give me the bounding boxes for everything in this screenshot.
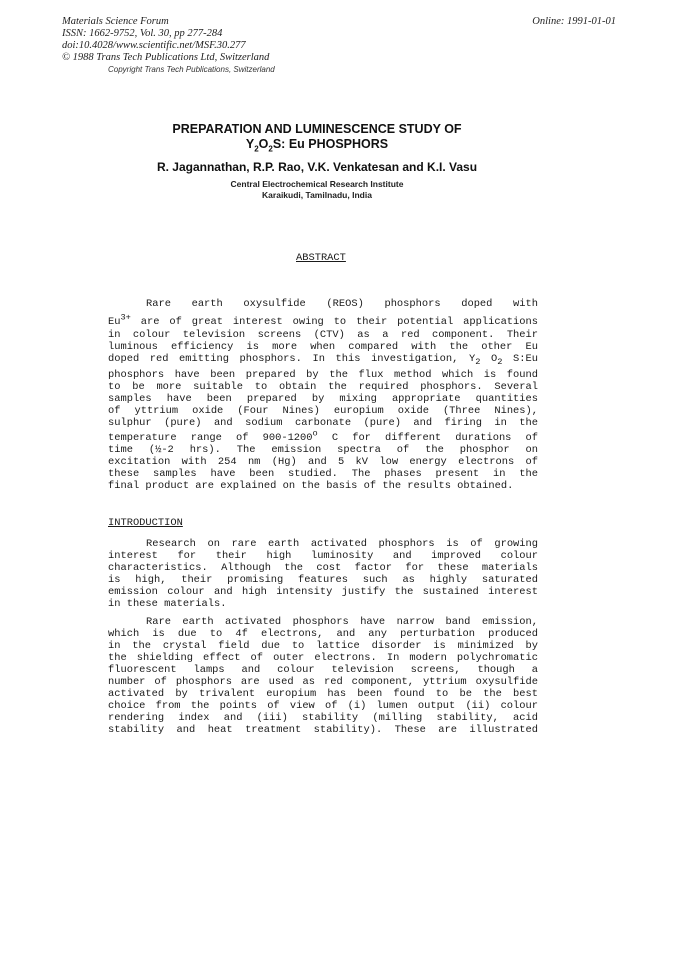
paper-title-line1: PREPARATION AND LUMINESCENCE STUDY OF: [172, 122, 462, 136]
issn-line: ISSN: 1662-9752, Vol. 30, pp 277-284: [62, 28, 223, 39]
intro-line: fluorescent lamps and colour television screens, though a: [108, 664, 538, 676]
authors: R. Jagannathan, R.P. Rao, V.K. Venkatesan and K.I. Vasu: [156, 160, 478, 174]
intro-line: stability and heat treatment stability). These are illustrated: [108, 724, 538, 736]
abstract-line: $Eu^{3+}$ are of great interest owing to their potential applications: [108, 312, 538, 328]
intro-line: activated by trivalent europium has been found to be the best: [108, 688, 538, 700]
abstract-line: excitation with 254 nm (Hg) and 5 kV low energy electrons of: [108, 456, 538, 468]
intro-line: which is due to 4f electrons, and any perturbation produced: [108, 628, 538, 640]
abstract-line: phosphors have been prepared by the flux method which is found: [108, 369, 538, 381]
intro-line: number of phosphors are used as red component, yttrium oxysulfide: [108, 676, 538, 688]
intro-line: in these materials.: [108, 598, 227, 610]
intro-line: choice from the points of view of (i) lumen output (ii) colour: [108, 700, 538, 712]
intro-line: characteristics. Although the cost factor for these materials: [108, 562, 538, 574]
copyright-line: © 1988 Trans Tech Publications Ltd, Switzerland: [62, 52, 270, 63]
abstract-line: Rare earth oxysulfide (REOS) phosphors doped with: [146, 298, 538, 310]
abstract-line: of yttrium oxide (Four Nines) europium oxide (Three Nines),: [108, 405, 538, 417]
abstract-line: samples have been prepared by mixing appropriate quantities: [108, 393, 538, 405]
abstract-line: doped red emitting phosphors. In this investigation, $Y_2$ $O_2$ S:Eu: [108, 353, 538, 368]
intro-line: Rare earth activated phosphors have narrow band emission,: [146, 616, 538, 628]
abstract-heading: ABSTRACT: [296, 252, 346, 264]
journal-name: Materials Science Forum: [62, 16, 169, 27]
introduction-heading: INTRODUCTION: [108, 517, 183, 529]
abstract-line: sulphur (pure) and sodium carbonate (pure) and firing in the: [108, 417, 538, 429]
affiliation-line1: Central Electrochemical Research Institute: [230, 179, 404, 189]
intro-line: interest for their high luminosity and improved colour: [108, 550, 538, 562]
online-date: Online: 1991-01-01: [532, 16, 616, 27]
intro-line: is high, their promising features such as highly saturated: [108, 574, 538, 586]
abstract-line: to be more suitable to obtain the required phosphors. Several: [108, 381, 538, 393]
intro-line: the shielding effect of outer electrons. In modern polychromatic: [108, 652, 538, 664]
intro-line: Research on rare earth activated phosphors is of growing: [146, 538, 538, 550]
abstract-line: these samples have been studied. The phases present in the: [108, 468, 538, 480]
publication-info: [62, 16, 269, 64]
abstract-line: final product are explained on the basis of the results obtained.: [108, 480, 514, 492]
faint-copyright: Copyright Trans Tech Publications, Switzerland: [108, 65, 275, 74]
intro-line: in the crystal field due to lattice disorder is minimized by: [108, 640, 538, 652]
affiliation-line2: Karaikudi, Tamilnadu, India: [262, 190, 372, 200]
intro-line: emission colour and high intensity justify the sustained interest: [108, 586, 538, 598]
doi-line: doi:10.4028/www.scientific.net/MSF.30.277: [62, 40, 246, 51]
abstract-line: time (½-2 hrs). The emission spectra of the phosphor on: [108, 444, 538, 456]
intro-line: rendering index and (iii) stability (milling stability, acid: [108, 712, 538, 724]
abstract-line: in colour television screens (CTV) as a red component. Their: [108, 329, 538, 341]
paper-title-line2: $Y_2O_2S$: Eu PHOSPHORS: [245, 137, 389, 154]
abstract-line: temperature range of 900-1200$^o$ C for different durations of: [108, 428, 539, 444]
abstract-line: luminous efficiency is more when compared with the other Eu: [108, 341, 538, 353]
